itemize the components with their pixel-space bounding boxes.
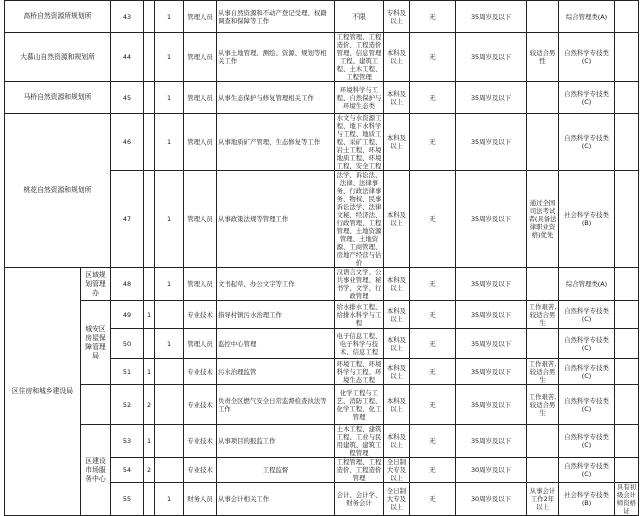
code-cell: 43 [111, 1, 144, 33]
duty-cell: 从事政策法规等管理工作 [217, 171, 335, 268]
note-cell [615, 33, 639, 82]
exam-cell: 自然科学专技类(C) [559, 114, 615, 171]
post-type-cell: 管理人员 [184, 329, 217, 359]
duty-cell: 从事地质矿产管理、生态修复等工作 [217, 114, 335, 171]
note-cell [615, 1, 639, 33]
zone-group-cell: 区住房和城乡建设局 [5, 268, 81, 516]
req-cell: 较适合男性 [527, 33, 559, 82]
degree-cell: 无 [410, 33, 456, 82]
req-cell [527, 1, 559, 33]
duty-cell: 从事自然资源和不动产登记受理、权籍调查和保障等工作 [217, 1, 335, 33]
count-a-cell [144, 268, 155, 301]
edu-cell: 本科及以上 [384, 301, 410, 329]
count-a-cell [144, 1, 155, 33]
exam-cell: 自然科学专技类(C) [559, 329, 615, 359]
count-b-cell: 1 [155, 483, 184, 516]
duty-cell: 负责全区燃气安全日常监督检查执法等工作 [217, 385, 335, 425]
age-cell: 35周岁及以下 [456, 82, 527, 114]
count-a-cell [144, 33, 155, 82]
major-cell: 工程管理、工程造价、工程造价管理 [335, 458, 384, 483]
edu-cell: 本科及以上 [384, 171, 410, 268]
duty-cell: 从事项目的报监工作 [217, 425, 335, 458]
degree-cell: 无 [410, 301, 456, 329]
count-b-cell: 1 [155, 1, 184, 33]
degree-cell: 无 [410, 458, 456, 483]
exam-cell: 自然科学专技类(C) [559, 458, 615, 483]
count-b-cell [155, 359, 184, 385]
age-cell: 35周岁及以下 [456, 359, 527, 385]
recruitment-table-page [4, 0, 638, 515]
major-cell: 环境科学与工程、自然保护与环境生态类 [335, 82, 384, 114]
req-cell: 从事会计工作2年以上 [527, 483, 559, 516]
req-cell [527, 329, 559, 359]
center-group-cell: 区建设市场服务中心 [81, 425, 111, 516]
post-type-cell: 管理人员 [184, 1, 217, 33]
major-cell: 工程管理、工程造价、工程造价管理、信息管理工程、建筑工程、土木工程、工程管理 [335, 33, 384, 82]
degree-cell: 无 [410, 1, 456, 33]
dept-cell [81, 385, 111, 425]
post-type-cell: 管理人员 [184, 33, 217, 82]
post-type-cell: 专业技术 [184, 425, 217, 458]
edu-cell: 全日制大专及以上 [384, 458, 410, 483]
count-b-cell [155, 458, 184, 483]
degree-cell: 无 [410, 82, 456, 114]
table-row [5, 301, 639, 329]
code-cell: 44 [111, 33, 144, 82]
exam-cell: 自然科学专技类(C) [559, 82, 615, 114]
post-type-cell: 管理人员 [184, 82, 217, 114]
req-cell: 通过全国司法考试者(具备法律职业资格)优先 [527, 171, 559, 268]
exam-cell: 综合管理类(A) [559, 268, 615, 301]
edu-cell: 本科及以上 [384, 425, 410, 458]
duty-cell: 从事生态保护与修复管理相关工作 [217, 82, 335, 114]
note-cell [615, 458, 639, 483]
recruitment-table [4, 0, 639, 516]
post-type-cell: 管理人员 [184, 171, 217, 268]
dept-cell: 大慕山自然资源和规划所 [5, 33, 111, 82]
duty-cell: 污水治理监管 [217, 359, 335, 385]
edu-cell: 全日制大专及以上 [384, 483, 410, 516]
count-b-cell: 1 [155, 329, 184, 359]
count-a-cell [144, 171, 155, 268]
code-cell: 51 [111, 359, 144, 385]
duty-cell: 指导村镇污水治理工作 [217, 301, 335, 329]
age-cell: 35周岁及以下 [456, 33, 527, 82]
count-a-cell: 1 [144, 301, 155, 329]
table-row [5, 33, 639, 82]
major-cell: 法学、诉讼法、法律、法律事务、行政法律事务、物权、民事诉讼法学、法律文秘、经济法、行政管理、工程管理、土地资源管理、土地资源、工商管理、房地产经营与估价 [335, 171, 384, 268]
age-cell: 35周岁及以下 [456, 171, 527, 268]
duty-cell: 文书起草、办公文字等工作 [217, 268, 335, 301]
dept-cell: 桃花自然资源和规划所 [5, 114, 111, 268]
table-row [5, 385, 639, 425]
code-cell: 52 [111, 385, 144, 425]
code-cell: 48 [111, 268, 144, 301]
degree-cell: 无 [410, 114, 456, 171]
edu-cell: 本科及以上 [384, 82, 410, 114]
major-cell: 化学工程与工艺、消防工程、化学工程、化工管理 [335, 385, 384, 425]
degree-cell: 无 [410, 385, 456, 425]
code-cell: 46 [111, 114, 144, 171]
req-cell [527, 458, 559, 483]
major-cell: 水文与水资源工程、地下水科学与工程、地质工程、采矿工程、岩土工程、环境地质工程、环境工程、安全工程 [335, 114, 384, 171]
count-b-cell [155, 301, 184, 329]
duty-cell: 从事会计相关工作 [217, 483, 335, 516]
post-type-cell: 管理人员 [184, 114, 217, 171]
req-cell: 工作艰苦,较适合男生 [527, 301, 559, 329]
note-cell [615, 171, 639, 268]
table-row [5, 268, 639, 301]
req-cell [527, 82, 559, 114]
note-cell [615, 301, 639, 329]
count-a-cell [144, 82, 155, 114]
post-type-cell: 管理人员 [184, 268, 217, 301]
age-cell: 35周岁及以下 [456, 114, 527, 171]
dept-cell: 高桥自然资源所规划所 [5, 1, 111, 33]
req-cell [527, 425, 559, 458]
req-cell: 工作艰苦,较适合男生 [527, 359, 559, 385]
post-type-cell: 专业技术 [184, 359, 217, 385]
edu-cell: 本科及以上 [384, 385, 410, 425]
note-cell [615, 82, 639, 114]
table-row [5, 1, 639, 33]
exam-cell: 自然科学专技类(C) [559, 301, 615, 329]
age-cell: 30周岁及以下 [456, 458, 527, 483]
dept-cell: 马桥自然资源和规划所 [5, 82, 111, 114]
major-cell: 不限 [335, 1, 384, 33]
note-cell [615, 329, 639, 359]
age-cell: 35周岁及以下 [456, 329, 527, 359]
table-row [5, 114, 639, 171]
exam-cell: 综合管理类(A) [559, 1, 615, 33]
degree-cell: 无 [410, 171, 456, 268]
dept-cell: 城安区房屋保障管理局 [81, 301, 111, 385]
age-cell: 35周岁及以下 [456, 385, 527, 425]
duty-cell: 工程监督 [217, 458, 335, 483]
code-cell: 54 [111, 458, 144, 483]
edu-cell: 本科及以上 [384, 359, 410, 385]
major-cell: 土木工程、建筑工程、工业与民用建筑、建筑工程管理 [335, 425, 384, 458]
table-row [5, 82, 639, 114]
count-a-cell: 1 [144, 425, 155, 458]
major-cell: 会计、会计学、财务会计 [335, 483, 384, 516]
post-type-cell: 专业技术 [184, 301, 217, 329]
req-cell: 工作艰苦,较适合男生 [527, 385, 559, 425]
age-cell: 35周岁及以下 [456, 425, 527, 458]
count-b-cell: 1 [155, 82, 184, 114]
exam-cell: 自然科学专技类(C) [559, 425, 615, 458]
count-a-cell: 2 [144, 385, 155, 425]
count-b-cell: 1 [155, 114, 184, 171]
count-a-cell [144, 329, 155, 359]
edu-cell: 本科及以上 [384, 268, 410, 301]
degree-cell: 无 [410, 425, 456, 458]
code-cell: 55 [111, 483, 144, 516]
degree-cell: 无 [410, 359, 456, 385]
exam-cell: 自然科学专技类(C) [559, 33, 615, 82]
major-cell: 汉语言文学、公共事业管理、秘书学、文学、行政管理 [335, 268, 384, 301]
note-cell [615, 385, 639, 425]
age-cell: 35周岁及以下 [456, 268, 527, 301]
post-type-cell: 专业技术 [184, 458, 217, 483]
exam-cell: 自然科学专技类(C) [559, 385, 615, 425]
exam-cell: 社会科学专技类(B) [559, 483, 615, 516]
count-b-cell: 1 [155, 171, 184, 268]
exam-cell: 自然科学专技类(C) [559, 359, 615, 385]
code-cell: 50 [111, 329, 144, 359]
note-cell [615, 268, 639, 301]
age-cell: 30周岁及以下 [456, 483, 527, 516]
req-cell [527, 268, 559, 301]
count-a-cell: 2 [144, 458, 155, 483]
count-b-cell: 1 [155, 33, 184, 82]
edu-cell: 本科及以上 [384, 329, 410, 359]
count-a-cell [144, 483, 155, 516]
edu-cell: 专科及以上 [384, 1, 410, 33]
exam-cell: 社会科学专技类(B) [559, 171, 615, 268]
count-b-cell [155, 425, 184, 458]
post-type-cell: 专业技术 [184, 385, 217, 425]
duty-cell: 监控中心管理 [217, 329, 335, 359]
major-cell: 环境工程、环境科学与工程、环境生态工程 [335, 359, 384, 385]
count-b-cell: 1 [155, 268, 184, 301]
degree-cell: 无 [410, 268, 456, 301]
code-cell: 53 [111, 425, 144, 458]
degree-cell: 无 [410, 329, 456, 359]
note-cell [615, 425, 639, 458]
major-cell: 给水排水工程、给排水科学与工程 [335, 301, 384, 329]
count-a-cell [144, 114, 155, 171]
edu-cell: 本科及以上 [384, 33, 410, 82]
duty-cell: 从事土地管理、测绘、资源、规划等相关工作 [217, 33, 335, 82]
edu-cell: 本科及以上 [384, 114, 410, 171]
degree-cell: 无 [410, 483, 456, 516]
code-cell: 47 [111, 171, 144, 268]
code-cell: 49 [111, 301, 144, 329]
note-cell: 具有初级会计师资格证 [615, 483, 639, 516]
post-type-cell: 财务人员 [184, 483, 217, 516]
count-b-cell [155, 385, 184, 425]
code-cell: 45 [111, 82, 144, 114]
count-a-cell: 1 [144, 359, 155, 385]
note-cell [615, 359, 639, 385]
major-cell: 电子信息工程、电子科学与技术、信息工程 [335, 329, 384, 359]
age-cell: 35周岁及以下 [456, 301, 527, 329]
note-cell [615, 114, 639, 171]
req-cell [527, 114, 559, 171]
age-cell: 35周岁及以下 [456, 1, 527, 33]
dept-cell: 区域规划管理办 [81, 268, 111, 301]
table-row [5, 425, 639, 458]
